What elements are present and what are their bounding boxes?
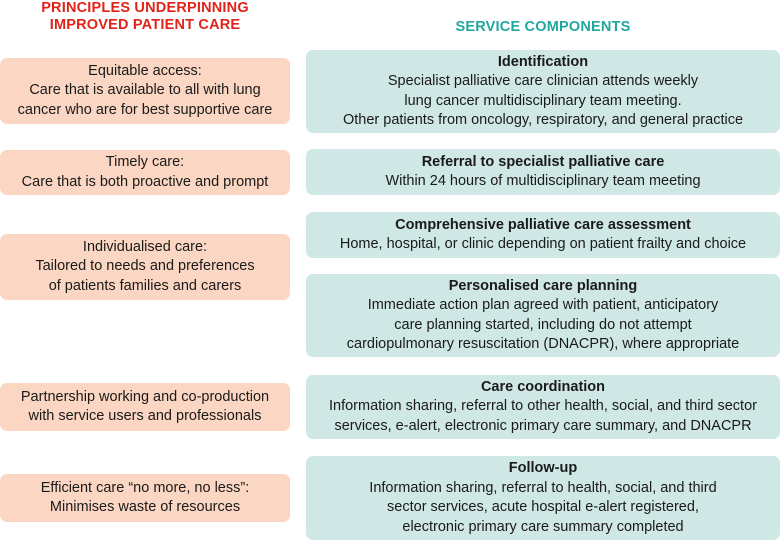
- principle-individualised-care: [0, 234, 290, 300]
- component-line: Information sharing, referral to other health, social, and third sector: [329, 398, 757, 415]
- principles-heading: [0, 0, 290, 34]
- principles-heading-line-1: PRINCIPLES UNDERPINNING: [41, 0, 249, 16]
- principle-line: Individualised care:: [82, 238, 208, 255]
- component-title: Comprehensive palliative care assessment: [395, 216, 691, 233]
- component-line: electronic primary care summary completed: [402, 518, 684, 535]
- component-line: services, e-alert, electronic primary care summary, and DNACPR: [334, 417, 752, 434]
- component-line: Information sharing, referral to health, social, and third: [369, 479, 717, 496]
- principle-line: Minimises waste of resources: [49, 499, 241, 515]
- principle-line: Care that is available to all with lung: [29, 82, 261, 99]
- component-line: Home, hospital, or clinic depending on patient frailty and choice: [339, 236, 747, 252]
- principle-line: of patients families and carers: [48, 277, 242, 294]
- component-title: Personalised care planning: [448, 277, 638, 294]
- component-referral: [306, 149, 780, 195]
- component-identification: [306, 50, 780, 133]
- component-care-planning: [306, 274, 780, 357]
- principle-timely-care: [0, 150, 290, 195]
- principles-heading-line-2: IMPROVED PATIENT CARE: [49, 17, 241, 33]
- principle-partnership-working: [0, 383, 290, 431]
- component-line: Other patients from oncology, respiratory, and general practice: [342, 112, 744, 128]
- component-line: care planning started, including do not attempt: [394, 316, 692, 333]
- component-title: Care coordination: [480, 378, 606, 395]
- principle-efficient-care: [0, 474, 290, 522]
- component-line: lung cancer multidisciplinary team meeting.: [404, 92, 682, 109]
- components-heading: SERVICE COMPONENTS: [455, 19, 631, 35]
- principle-line: cancer who are for best supportive care: [17, 101, 273, 118]
- component-line: Immediate action plan agreed with patient, anticipatory: [367, 297, 719, 313]
- component-title: Follow-up: [508, 460, 578, 476]
- principle-line: Partnership working and co-production: [20, 388, 270, 405]
- component-care-coordination: [306, 375, 780, 439]
- component-title: Referral to specialist palliative care: [421, 153, 665, 170]
- component-line: Specialist palliative care clinician attends weekly: [387, 73, 699, 89]
- component-follow-up: [306, 456, 780, 540]
- component-line: Within 24 hours of multidisciplinary team meeting: [385, 173, 701, 189]
- component-line: cardiopulmonary resuscitation (DNACPR), where appropriate: [346, 336, 740, 352]
- principle-line: with service users and professionals: [28, 408, 262, 424]
- principle-equitable-access: [0, 58, 290, 124]
- principle-line: Equitable access:: [88, 62, 202, 79]
- principle-line: Efficient care “no more, no less”:: [40, 479, 250, 496]
- component-assessment: [306, 212, 780, 258]
- component-title: Identification: [497, 53, 589, 70]
- principle-line: Care that is both proactive and prompt: [21, 173, 269, 190]
- principle-line: Tailored to needs and preferences: [35, 258, 255, 275]
- component-line: sector services, acute hospital e-alert registered,: [387, 499, 699, 515]
- principle-line: Timely care:: [105, 154, 185, 170]
